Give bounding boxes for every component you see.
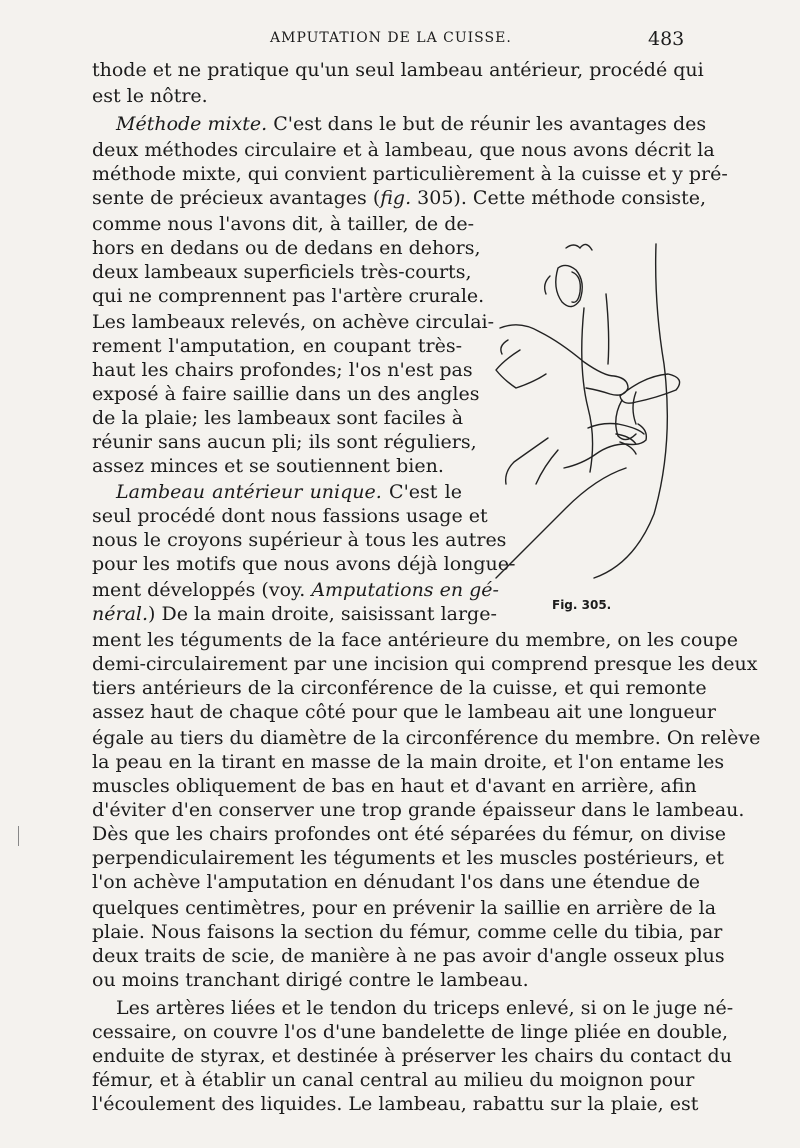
text-line: enduite de styrax, et destinée à préserver les chairs du contact du bbox=[92, 1045, 732, 1067]
text-line: deux lambeaux superficiels très-courts, bbox=[92, 261, 472, 283]
text-line: est le nôtre. bbox=[92, 85, 208, 107]
text-line: Les lambeaux relevés, on achève circulai- bbox=[92, 311, 495, 333]
text-line: sente de précieux avantages (fig. 305). Cette méthode consiste, bbox=[92, 187, 707, 209]
amputation-illustration-icon bbox=[488, 228, 692, 598]
text-line: thode et ne pratique qu'un seul lambeau antérieur, procédé qui bbox=[92, 59, 704, 81]
text-line: de la plaie; les lambeaux sont faciles à bbox=[92, 407, 464, 429]
text-line: haut les chairs profondes; l'os n'est pas bbox=[92, 359, 473, 381]
text-line: réunir sans aucun pli; ils sont réguliers, bbox=[92, 431, 477, 453]
text-line: comme nous l'avons dit, à tailler, de de- bbox=[92, 213, 475, 235]
text-line: Les artères liées et le tendon du triceps enlevé, si on le juge né- bbox=[116, 997, 734, 1019]
text-line: l'on achève l'amputation en dénudant l'os dans une étendue de bbox=[92, 871, 700, 893]
text-line: demi-circulairement par une incision qui comprend presque les deux bbox=[92, 653, 758, 675]
text-line: assez minces et se soutiennent bien. bbox=[92, 455, 444, 477]
page-number: 483 bbox=[648, 28, 685, 50]
text-line: pour les motifs que nous avons déjà longue- bbox=[92, 553, 516, 575]
figure-caption: Fig. 305. bbox=[552, 598, 612, 612]
text-line: exposé à faire saillie dans un des angles bbox=[92, 383, 480, 405]
text-line: fémur, et à établir un canal central au milieu du moignon pour bbox=[92, 1069, 695, 1091]
text-line: plaie. Nous faisons la section du fémur, comme celle du tibia, par bbox=[92, 921, 723, 943]
text-line: méthode mixte, qui convient particulièrement à la cuisse et y pré- bbox=[92, 163, 728, 185]
text-line: d'éviter d'en conserver une trop grande épaisseur dans le lambeau. bbox=[92, 799, 745, 821]
text-line: égale au tiers du diamètre de la circonférence du membre. On relève bbox=[92, 727, 761, 749]
text-line: l'écoulement des liquides. Le lambeau, rabattu sur la plaie, est bbox=[92, 1093, 699, 1115]
text-line: Méthode mixte. C'est dans le but de réunir les avantages des bbox=[116, 113, 707, 135]
text-line: assez haut de chaque côté pour que le lambeau ait une longueur bbox=[92, 701, 716, 723]
text-line: nous le croyons supérieur à tous les autres bbox=[92, 529, 507, 551]
text-line: hors en dedans ou de dedans en dehors, bbox=[92, 237, 481, 259]
text-line: Dès que les chairs profondes ont été séparées du fémur, on divise bbox=[92, 823, 726, 845]
margin-mark bbox=[18, 826, 19, 846]
text-line: seul procédé dont nous fassions usage et bbox=[92, 505, 488, 527]
running-title: AMPUTATION DE LA CUISSE. bbox=[270, 30, 512, 46]
text-line: quelques centimètres, pour en prévenir la saillie en arrière de la bbox=[92, 897, 717, 919]
text-line: Lambeau antérieur unique. C'est le bbox=[116, 481, 462, 503]
text-line: perpendiculairement les téguments et les muscles postérieurs, et bbox=[92, 847, 724, 869]
text-line: ou moins tranchant dirigé contre le lambeau. bbox=[92, 969, 529, 991]
text-line: muscles obliquement de bas en haut et d'avant en arrière, afin bbox=[92, 775, 697, 797]
text-line: ment développés (voy. Amputations en gé- bbox=[92, 579, 499, 601]
text-line: cessaire, on couvre l'os d'une bandelette de linge pliée en double, bbox=[92, 1021, 729, 1043]
text-line: rement l'amputation, en coupant très- bbox=[92, 335, 462, 357]
text-line: qui ne comprennent pas l'artère crurale. bbox=[92, 285, 485, 307]
text-line: tiers antérieurs de la circonférence de la cuisse, et qui remonte bbox=[92, 677, 707, 699]
text-line: ment les téguments de la face antérieure du membre, on les coupe bbox=[92, 629, 738, 651]
text-line: la peau en la tirant en masse de la main droite, et l'on entame les bbox=[92, 751, 725, 773]
text-line: deux méthodes circulaire et à lambeau, que nous avons décrit la bbox=[92, 139, 715, 161]
text-line: néral.) De la main droite, saisissant large- bbox=[92, 603, 497, 625]
text-line: deux traits de scie, de manière à ne pas avoir d'angle osseux plus bbox=[92, 945, 725, 967]
